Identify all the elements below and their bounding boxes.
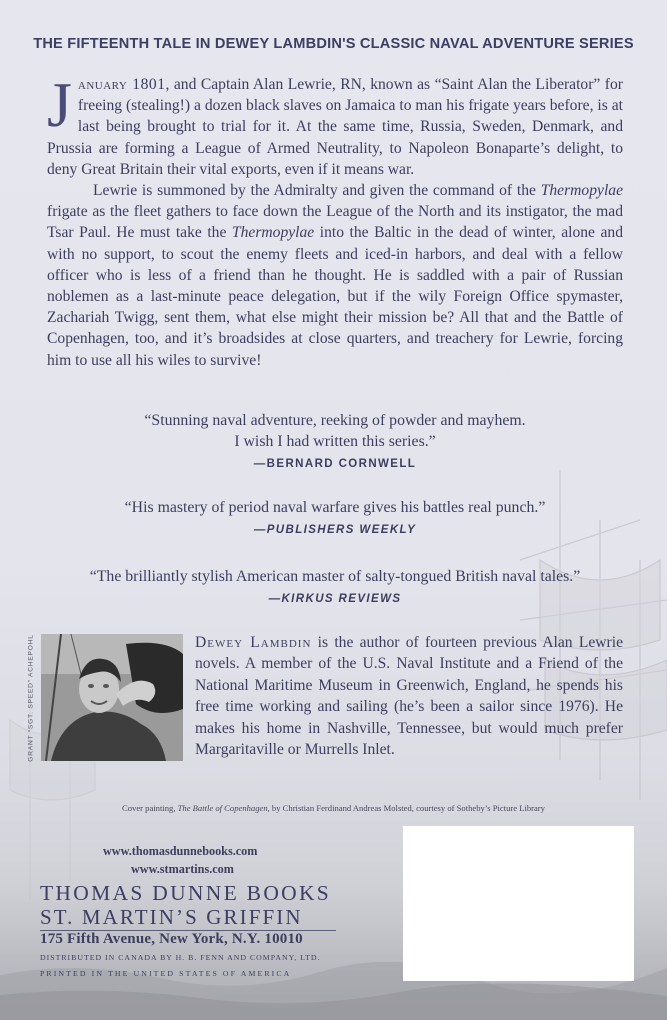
quote-text: “Stunning naval adventure, reeking of powder and mayhem.	[144, 412, 526, 429]
quote-text: “The brilliantly stylish American master of salty-tongued British naval tales.”	[89, 568, 581, 585]
publisher-name: THOMAS DUNNE BOOKS	[40, 881, 332, 905]
author-bio	[195, 632, 623, 760]
printed-in-note: PRINTED IN THE UNITED STATES OF AMERICA	[40, 969, 292, 978]
cover-credit-prefix: Cover painting,	[122, 803, 178, 813]
website-link[interactable]: www.stmartins.com	[131, 862, 234, 876]
review-quote-kirkus	[40, 566, 630, 610]
quote-text: I wish I had written this series.”	[234, 433, 436, 450]
description-paragraph-1	[47, 69, 623, 180]
photo-credit-text: GRANT “SGT. SPEED” ACHEPOHL	[27, 633, 35, 762]
paragraph-2-text-b: frigate as the fleet gathers to face down the League of the North and its instigator, the mad Tsar Paul. He must take the	[47, 203, 623, 242]
quote-attribution: —BERNARD CORNWELL	[253, 458, 417, 470]
author-photo	[41, 634, 183, 761]
opening-date: anuary 1801	[77, 76, 166, 93]
publisher-address: 175 Fifth Avenue, New York, N.Y. 10010	[40, 931, 303, 947]
paragraph-2-text-a: Lewrie is summoned by the Admiralty and given the command of the	[93, 182, 541, 200]
description-paragraph-2	[47, 180, 623, 371]
cover-credit-suffix: , by Christian Ferdinand Andreas Molsted, courtesy of Sotheby’s Picture Library	[267, 803, 545, 813]
book-description	[47, 69, 623, 371]
quote-text: “His mastery of period naval warfare gives his battles real punch.”	[124, 499, 546, 516]
review-quote-cornwell	[40, 410, 630, 475]
painting-title: The Battle of Copenhagen	[177, 803, 268, 813]
paragraph-2-text-c: into the Baltic in the dead of winter, alone and with no support, to scout the enemy fleets and iced-in harbors, and deal with a fellow officer who is less of a friend than he thought. He is saddled with a pair of Russian noblemen as a last-minute peace delegation, but if the wily Foreign Office spymaster, Zachariah Twigg, sent them, what else might their mission be? All that and the Battle of Copenhagen, too, and it’s broadsides at close quarters, and treachery for Lewrie, forcing him to use all his wiles to survive!	[47, 224, 623, 369]
drop-cap: J	[47, 69, 72, 140]
author-bio-text: is the author of fourteen previous Alan Lewrie novels. A member of the U.S. Naval Institute and a Friend of the National Maritime Museum in Greenwich, England, he spends his free time working and sailing (he’s been a sailor since 1976). He makes his home in Nashville, Tennessee, but would much prefer Margaritaville or Murrells Inlet.	[195, 634, 623, 759]
ship-name: Thermopylae	[231, 224, 315, 242]
paragraph-1-text: , and Captain Alan Lewrie, RN, known as “Saint Alan the Liberator” for freeing (stealing!) a dozen black slaves on Jamaica to man his frigate years before, is at last being brought to trial for it. At the same time, Russia, Sweden, Denmark, and Prussia are forming a League of Armed Neutrality, to Napoleon Bonaparte’s delight, to deny Great Britain their vital exports, even if it means war.	[47, 76, 623, 178]
photo-credit	[24, 634, 38, 761]
website-link[interactable]: www.thomasdunnebooks.com	[103, 844, 258, 858]
author-portrait-image	[41, 634, 183, 761]
series-header: THE FIFTEENTH TALE IN DEWEY LAMBDIN'S CLASSIC NAVAL ADVENTURE SERIES	[33, 36, 634, 52]
imprint-name: ST. MARTIN’S GRIFFIN	[40, 905, 303, 929]
cover-credit	[0, 803, 667, 813]
quote-attribution: —PUBLISHERS WEEKLY	[253, 524, 417, 536]
quote-attribution: —KIRKUS REVIEWS	[268, 593, 402, 605]
author-name: Dewey Lambdin	[195, 634, 312, 651]
review-quote-publishers-weekly	[40, 497, 630, 541]
barcode-area	[403, 826, 634, 981]
distribution-note: DISTRIBUTED IN CANADA BY H. B. FENN AND COMPANY, LTD.	[40, 953, 321, 962]
ship-name: Thermopylae	[540, 182, 623, 200]
publisher-websites	[103, 842, 303, 878]
